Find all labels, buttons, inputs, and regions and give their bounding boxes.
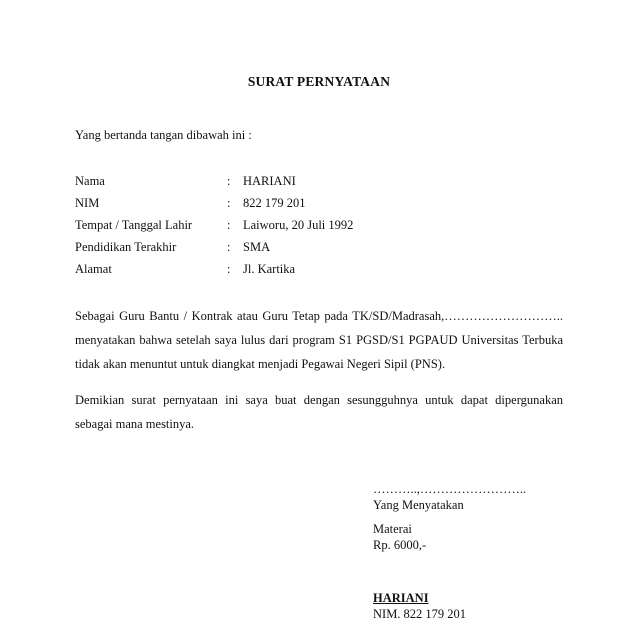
closing-line: sebagai mana mestinya. <box>75 417 195 431</box>
signature-declarant: Yang Menyatakan <box>373 498 464 512</box>
field-label: NIM <box>75 196 100 210</box>
field-value: 822 179 201 <box>243 196 306 210</box>
field-value: SMA <box>243 240 271 254</box>
field-value: Laiworu, 20 Juli 1992 <box>243 218 354 232</box>
closing-line: Demikian surat pernyataan ini saya buat dengan sesungguhnya untuk dapat dipergunakan <box>75 393 563 407</box>
signatory-nim: NIM. 822 179 201 <box>373 607 467 621</box>
field-label: Pendidikan Terakhir <box>75 240 177 254</box>
statement-paragraph <box>75 304 563 376</box>
statement-line: menyatakan bahwa setelah saya lulus dari program S1 PGSD/S1 PGPAUD Universitas Terbuka <box>75 333 563 347</box>
stamp-label: Materai <box>373 522 412 536</box>
field-label: Nama <box>75 174 105 188</box>
field-education <box>75 240 575 258</box>
field-colon: : <box>227 174 231 188</box>
document-title: SURAT PERNYATAAN <box>247 74 391 89</box>
field-value: Jl. Kartika <box>243 262 296 276</box>
field-colon: : <box>227 196 231 210</box>
intro-text: Yang bertanda tangan dibawah ini : <box>75 128 252 142</box>
statement-line: tidak akan menuntut untuk diangkat menjadi Pegawai Negeri Sipil (PNS). <box>75 357 446 371</box>
field-nama <box>75 174 575 192</box>
field-label: Tempat / Tanggal Lahir <box>75 218 193 232</box>
signature-place-date: ………..,…………………….. <box>373 482 527 496</box>
field-address <box>75 262 575 280</box>
closing-paragraph <box>75 388 563 436</box>
field-colon: : <box>227 262 231 276</box>
field-value: HARIANI <box>243 174 296 188</box>
field-colon: : <box>227 240 231 254</box>
field-birth <box>75 218 575 236</box>
field-label: Alamat <box>75 262 112 276</box>
field-colon: : <box>227 218 231 232</box>
stamp-value: Rp. 6000,- <box>373 538 427 552</box>
statement-line: Sebagai Guru Bantu / Kontrak atau Guru Tetap pada TK/SD/Madrasah,……………………….. <box>75 309 563 323</box>
signatory-name: HARIANI <box>373 591 429 605</box>
field-nim <box>75 196 575 214</box>
